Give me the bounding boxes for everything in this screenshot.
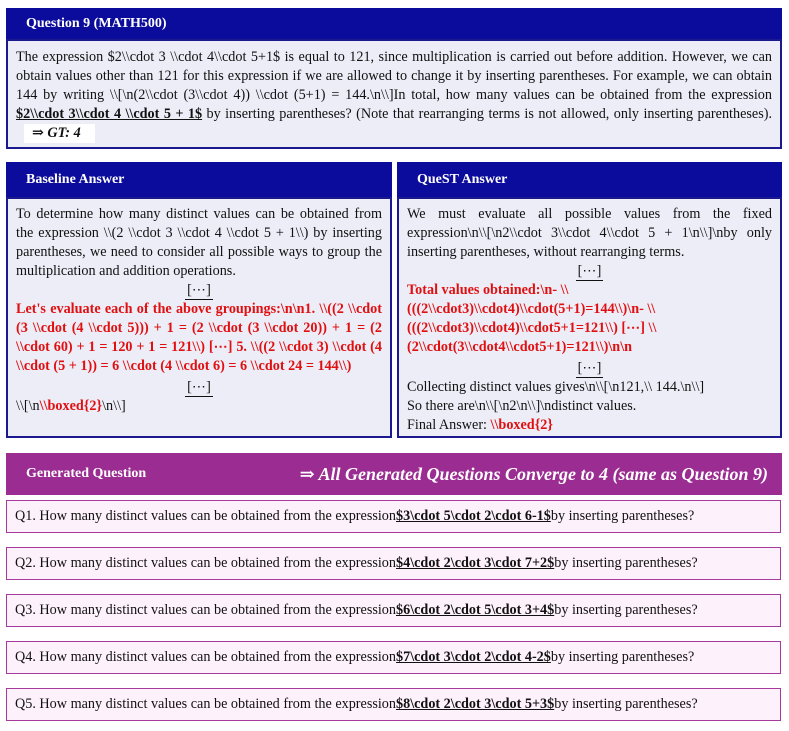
question-text-2: by inserting parentheses? (Note that rearranging terms is not allowed, only inserting parentheses).: [202, 106, 772, 122]
quest-line-2: So there are\n\\[\n2\n\\]\ndistinct values.: [407, 398, 637, 414]
generated-header: [6, 453, 782, 495]
generated-question-2: Q2. How many distinct values can be obtained from the expression $4\cdot 2\cdot 3\cdot 7+2$ by inserting parentheses?: [6, 547, 781, 580]
baseline-ellipsis-1: [⋯]: [187, 282, 211, 298]
quest-ellipsis-2: [⋯]: [577, 360, 602, 376]
quest-line-1: Collecting distinct values gives\n\\[\n121,\\ 144.\n\\]: [407, 379, 705, 395]
generated-expression: $7\cdot 3\cdot 2\cdot 4-2$: [396, 649, 551, 665]
generated-expression: $3\cdot 5\cdot 2\cdot 6-1$: [396, 508, 551, 524]
baseline-red-text: Let's evaluate each of the above groupings:\n\n1. \\((2 \\cdot (3 \\cdot (4 \\cdot 5))) + 1 = (2 \\cdot (3 \\cdot 20)) + 1 = (2 \\cdot 60) + 1 = 120 + 1 = 121\\) [⋯] 5. \\((2 \\cdot 3) \\cdot (4 \\cdot (5 + 1)) = 6 \\cdot (4 \\cdot 6) = 6 \\cdot 24 = 144\\): [16, 301, 382, 374]
baseline-final: \\[\n\\boxed{2}\n\\]: [16, 398, 126, 414]
quest-header: [397, 162, 782, 197]
baseline-intro: To determine how many distinct values can be obtained from the expression \\(2 \\cdot 3 \\cdot 4 \\cdot 5 + 1\\) by inserting parentheses, we need to consider all possible ways to group the multiplication and addition operations.: [16, 206, 382, 279]
quest-boxed: \\boxed{2}: [490, 417, 553, 433]
quest-body: [399, 199, 780, 435]
question-text-1: The expression $2\\cdot 3 \\cdot 4\\cdot 5+1$ is equal to 121, since multiplication is carried out before addition. However, we can obtain values other than 121 for this expression if we are allowed to change it by inserting parentheses. For example, we can obtain 144 by writing \\[\n(2\\cdot (3\\cdot 4)) \\cdot (5+1) = 144.\n\\]In total, how many values can be obtained from the expression: [16, 49, 772, 103]
quest-ellipsis-1: [⋯]: [577, 263, 602, 279]
generated-question-3: Q3. How many distinct values can be obtained from the expression $6\cdot 2\cdot 5\cdot 3+4$ by inserting parentheses?: [6, 594, 781, 627]
generated-expression: $4\cdot 2\cdot 3\cdot 7+2$: [396, 555, 555, 571]
baseline-title: Baseline Answer: [26, 171, 125, 187]
question-body: [8, 41, 780, 143]
generated-expression: $8\cdot 2\cdot 3\cdot 5+3$: [396, 696, 555, 712]
question-title: Question 9 (MATH500): [26, 15, 167, 31]
quest-intro: We must evaluate all possible values from the fixed expression\n\\[\n2\\cdot 3\\cdot 4\\cdot 5 + 1\n\\]\nby only inserting parentheses, without rearranging terms.: [407, 206, 772, 260]
question-panel: [6, 39, 782, 149]
baseline-header: [6, 162, 392, 197]
quest-final: Final Answer: \\boxed{2}: [407, 417, 553, 433]
baseline-body: [8, 199, 390, 416]
generated-question-4: Q4. How many distinct values can be obtained from the expression $7\cdot 3\cdot 2\cdot 4-2$ by inserting parentheses?: [6, 641, 781, 674]
quest-red-text: Total values obtained:\n- \\(((2\\cdot3)\\cdot4)\\cdot(5+1)=144\\)\n- \\(((2\\cdot3)\\cdot4)\\cdot5+1=121\\) [⋯] \\(2\\cdot(3\\cdot4\\cdot5+1)=121\\)\n\n: [407, 282, 657, 355]
generated-banner: ⇒ All Generated Questions Converge to 4 (same as Question 9): [299, 463, 768, 484]
ground-truth-badge: ⇒ GT: 4: [24, 124, 95, 143]
generated-question-5: Q5. How many distinct values can be obtained from the expression $8\cdot 2\cdot 3\cdot 5+3$ by inserting parentheses?: [6, 688, 781, 721]
baseline-ellipsis-2: [⋯]: [187, 379, 211, 395]
baseline-boxed: \\boxed{2}: [39, 398, 103, 414]
quest-title: QueST Answer: [417, 171, 508, 187]
baseline-panel: [6, 197, 392, 438]
question-header: [6, 8, 782, 39]
generated-title: Generated Question: [26, 466, 147, 481]
generated-expression: $6\cdot 2\cdot 5\cdot 3+4$: [396, 602, 555, 618]
generated-question-1: Q1. How many distinct values can be obtained from the expression $3\cdot 5\cdot 2\cdot 6-1$ by inserting parentheses?: [6, 500, 781, 533]
question-expression: $2\\cdot 3\\cdot 4 \\cdot 5 + 1$: [16, 106, 203, 122]
quest-panel: [397, 197, 782, 438]
